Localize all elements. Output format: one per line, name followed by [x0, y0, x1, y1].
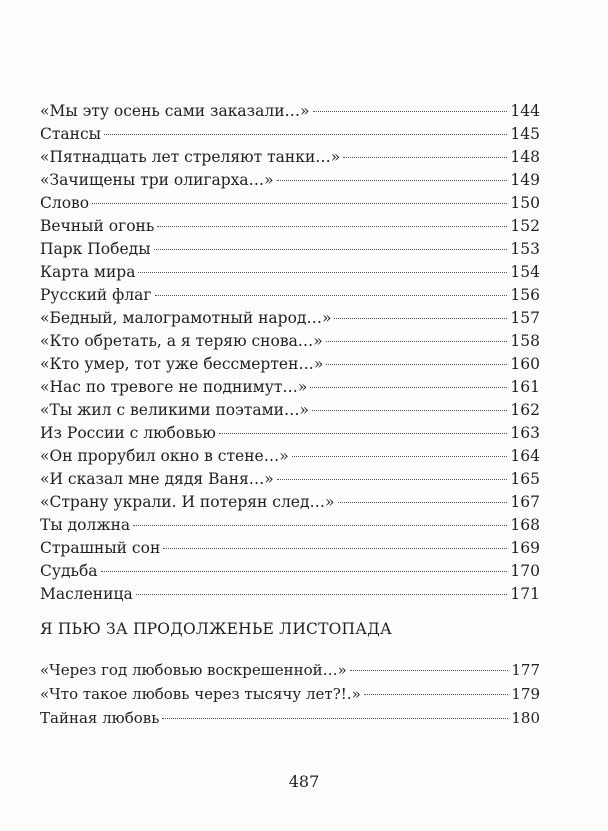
- toc-entry-title: Страшный сон: [40, 539, 161, 557]
- toc-entry: [40, 261, 540, 284]
- toc-entry: [40, 560, 540, 583]
- toc-entry-title: Стансы: [40, 125, 102, 143]
- toc-entry-title: Вечный огонь: [40, 217, 155, 235]
- toc-entry-page: 165: [510, 470, 540, 488]
- toc-entry-page: 153: [510, 240, 540, 258]
- dot-leader: [364, 694, 509, 695]
- toc-entry: [40, 284, 540, 307]
- toc-entry-title: Из России с любовью: [40, 424, 216, 442]
- toc-entry-title: «Что такое любовь через тысячу лет?!.»: [40, 685, 361, 703]
- dot-leader: [219, 433, 508, 434]
- dot-leader: [138, 272, 507, 273]
- toc-entry-page: 180: [511, 709, 540, 727]
- table-of-contents-section: [40, 658, 540, 730]
- table-of-contents: [40, 100, 540, 606]
- toc-entry: [40, 169, 540, 192]
- toc-entry: [40, 376, 540, 399]
- dot-leader: [313, 111, 508, 112]
- toc-entry-page: 154: [510, 263, 540, 281]
- toc-entry-title: «Ты жил с великими поэтами…»: [40, 401, 309, 419]
- toc-entry-title: Слово: [40, 194, 90, 212]
- dot-leader: [92, 203, 507, 204]
- toc-entry-title: «Он прорубил окно в стене…»: [40, 447, 289, 465]
- toc-entry-page: 149: [510, 171, 540, 189]
- toc-entry-title: «Нас по тревоге не поднимут…»: [40, 378, 308, 396]
- dot-leader: [136, 594, 508, 595]
- toc-entry: [40, 123, 540, 146]
- toc-entry-page: 148: [510, 148, 540, 166]
- toc-entry-page: 163: [510, 424, 540, 442]
- toc-entry-title: «Пятнадцать лет стреляют танки…»: [40, 148, 341, 166]
- toc-entry-page: 177: [511, 661, 540, 679]
- toc-entry-page: 150: [510, 194, 540, 212]
- toc-entry-page: 160: [510, 355, 540, 373]
- toc-entry-title: «Мы эту осень сами заказали…»: [40, 102, 310, 120]
- toc-entry-page: 164: [510, 447, 540, 465]
- toc-entry-page: 167: [510, 493, 540, 511]
- toc-entry-page: 170: [510, 562, 540, 580]
- toc-entry-title: Судьба: [40, 562, 98, 580]
- dot-leader: [101, 571, 508, 572]
- page-number: 487: [288, 772, 320, 791]
- toc-entry: [40, 658, 540, 682]
- toc-entry: [40, 307, 540, 330]
- toc-entry-title: «И сказал мне дядя Ваня…»: [40, 470, 274, 488]
- toc-entry-page: 145: [510, 125, 540, 143]
- toc-entry-page: 171: [510, 585, 540, 603]
- toc-entry-title: «Страну украли. И потерян след…»: [40, 493, 335, 511]
- toc-entry-title: Ты должна: [40, 516, 131, 534]
- toc-entry-title: Тайная любовь: [40, 709, 160, 727]
- toc-entry-title: «Кто умер, тот уже бессмертен…»: [40, 355, 324, 373]
- toc-entry: [40, 514, 540, 537]
- toc-entry-title: «Бедный, малограмотный народ…»: [40, 309, 332, 327]
- toc-entry: [40, 468, 540, 491]
- dot-leader: [104, 134, 507, 135]
- toc-entry-title: Парк Победы: [40, 240, 151, 258]
- toc-entry: [40, 215, 540, 238]
- dot-leader: [292, 456, 508, 457]
- toc-entry: [40, 353, 540, 376]
- toc-entry: [40, 445, 540, 468]
- toc-entry: [40, 537, 540, 560]
- toc-entry-title: Русский флаг: [40, 286, 152, 304]
- toc-entry: [40, 192, 540, 215]
- dot-leader: [277, 180, 508, 181]
- dot-leader: [277, 479, 508, 480]
- toc-entry: [40, 399, 540, 422]
- toc-entry-page: 161: [510, 378, 540, 396]
- toc-entry: [40, 682, 540, 706]
- toc-entry-title: «Через год любовью воскрешенной…»: [40, 661, 347, 679]
- toc-entry-page: 158: [510, 332, 540, 350]
- toc-entry-title: «Зачищены три олигарха…»: [40, 171, 274, 189]
- dot-leader: [155, 295, 508, 296]
- toc-entry-page: 144: [510, 102, 540, 120]
- dot-leader: [163, 548, 507, 549]
- dot-leader: [343, 157, 507, 158]
- toc-entry: [40, 422, 540, 445]
- dot-leader: [162, 718, 508, 719]
- toc-entry-title: Карта мира: [40, 263, 136, 281]
- toc-entry: [40, 583, 540, 606]
- toc-entry-page: 162: [510, 401, 540, 419]
- dot-leader: [310, 387, 507, 388]
- dot-leader: [133, 525, 507, 526]
- toc-entry-title: «Кто обретать, а я теряю снова…»: [40, 332, 323, 350]
- dot-leader: [326, 341, 508, 342]
- dot-leader: [334, 318, 507, 319]
- dot-leader: [326, 364, 507, 365]
- toc-entry-page: 152: [510, 217, 540, 235]
- toc-entry: [40, 100, 540, 123]
- toc-entry: [40, 706, 540, 730]
- dot-leader: [157, 226, 507, 227]
- toc-entry: [40, 491, 540, 514]
- toc-entry-page: 168: [510, 516, 540, 534]
- dot-leader: [312, 410, 507, 411]
- dot-leader: [350, 670, 509, 671]
- toc-entry-page: 169: [510, 539, 540, 557]
- dot-leader: [338, 502, 508, 503]
- toc-entry: [40, 330, 540, 353]
- toc-entry: [40, 238, 540, 261]
- section-heading: Я ПЬЮ ЗА ПРОДОЛЖЕНЬЕ ЛИСТОПАДА: [40, 620, 392, 638]
- toc-entry-page: 156: [510, 286, 540, 304]
- toc-entry: [40, 146, 540, 169]
- toc-entry-page: 179: [511, 685, 540, 703]
- toc-entry-title: Масленица: [40, 585, 133, 603]
- toc-entry-page: 157: [510, 309, 540, 327]
- dot-leader: [154, 249, 508, 250]
